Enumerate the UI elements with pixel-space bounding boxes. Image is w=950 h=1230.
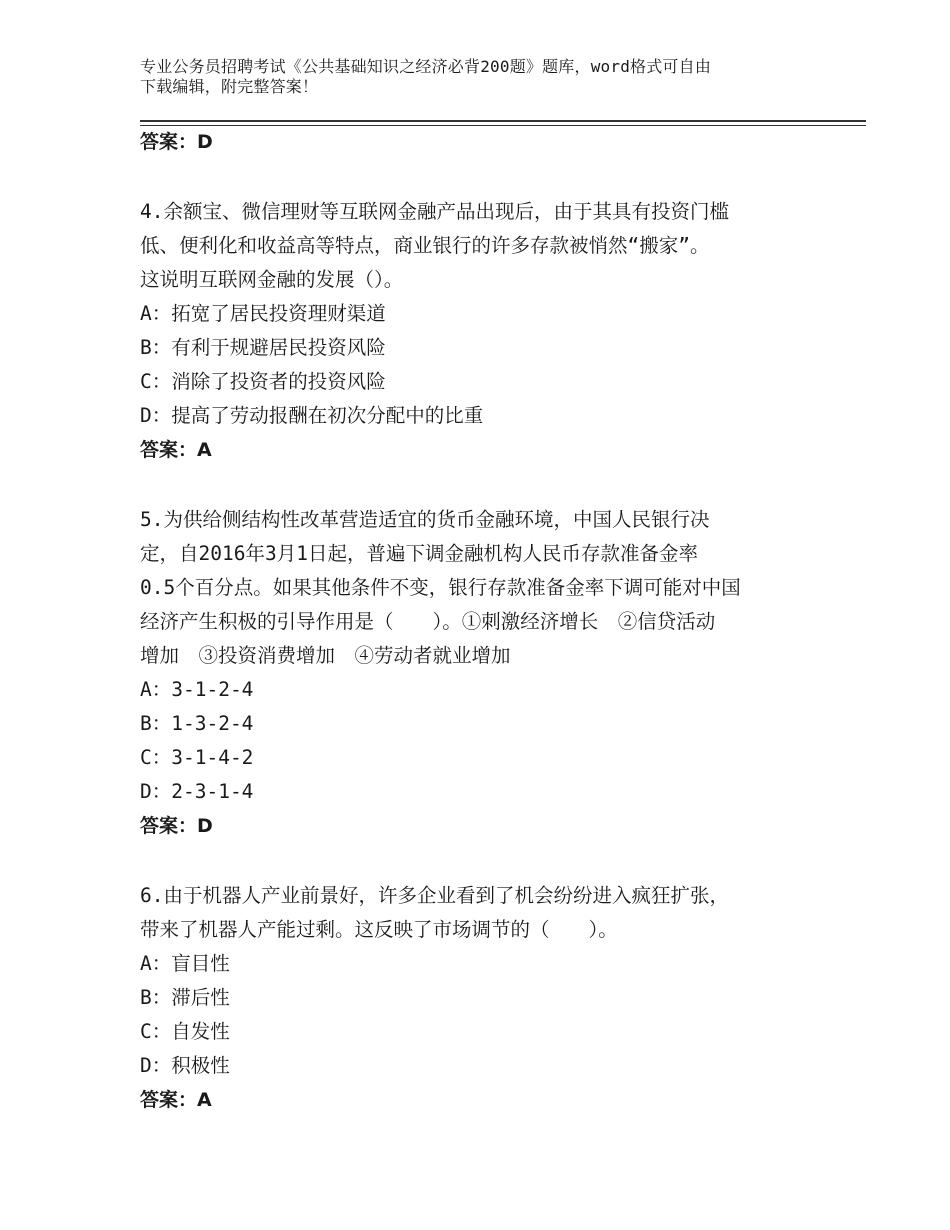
- question-stem-line: 这说明互联网金融的发展（）。: [140, 268, 404, 291]
- option-a: A：3-1-2-4: [140, 678, 254, 701]
- question-stem-line: 0.5个百分点。如果其他条件不变，银行存款准备金率下调可能对中国: [140, 576, 741, 599]
- question-6: [140, 879, 820, 1117]
- question-stem-line: 定，自2016年3月1日起，普遍下调金融机构人民币存款准备金率: [140, 542, 698, 565]
- option-c: C：自发性: [140, 1020, 230, 1043]
- answer-label: 答案：A: [140, 1089, 212, 1111]
- header-rule-thin: [140, 125, 866, 126]
- question-4: [140, 195, 820, 467]
- header-line-1: 专业公务员招聘考试《公共基础知识之经济必背200题》题库，word格式可自由: [140, 57, 712, 76]
- option-d: D：提高了劳动报酬在初次分配中的比重: [140, 404, 484, 427]
- option-c: C：消除了投资者的投资风险: [140, 370, 386, 393]
- question-stem-line: 经济产生积极的引导作用是（ ）。①刺激经济增长 ②信贷活动: [140, 610, 716, 633]
- question-stem-line: 5.为供给侧结构性改革营造适宜的货币金融环境，中国人民银行决: [140, 508, 710, 531]
- option-b: B：1-3-2-4: [140, 712, 254, 735]
- option-b: B：滞后性: [140, 986, 230, 1009]
- page-header: [140, 57, 820, 97]
- question-stem-line: 低、便利化和收益高等特点，商业银行的许多存款被悄然“搬家”。: [140, 234, 710, 257]
- option-b: B：有利于规避居民投资风险: [140, 336, 386, 359]
- answer-label: 答案：A: [140, 439, 212, 461]
- option-a: A：盲目性: [140, 952, 230, 975]
- option-a: A：拓宽了居民投资理财渠道: [140, 302, 386, 325]
- question-stem-line: 带来了机器人产能过剩。这反映了市场调节的（ ）。: [140, 918, 618, 941]
- option-c: C：3-1-4-2: [140, 746, 254, 769]
- option-d: D：2-3-1-4: [140, 780, 254, 803]
- answer-previous: 答案：D: [140, 131, 213, 153]
- header-line-2: 下载编辑，附完整答案！: [140, 77, 319, 96]
- option-d: D：积极性: [140, 1054, 230, 1077]
- question-5: [140, 503, 820, 843]
- question-stem-line: 6.由于机器人产业前景好，许多企业看到了机会纷纷进入疯狂扩张，: [140, 884, 729, 907]
- question-stem-line: 增加 ③投资消费增加 ④劳动者就业增加: [140, 644, 511, 667]
- header-rule-thick: [140, 120, 866, 122]
- answer-label: 答案：D: [140, 815, 213, 837]
- question-stem-line: 4.余额宝、微信理财等互联网金融产品出现后，由于其具有投资门槛: [140, 200, 729, 223]
